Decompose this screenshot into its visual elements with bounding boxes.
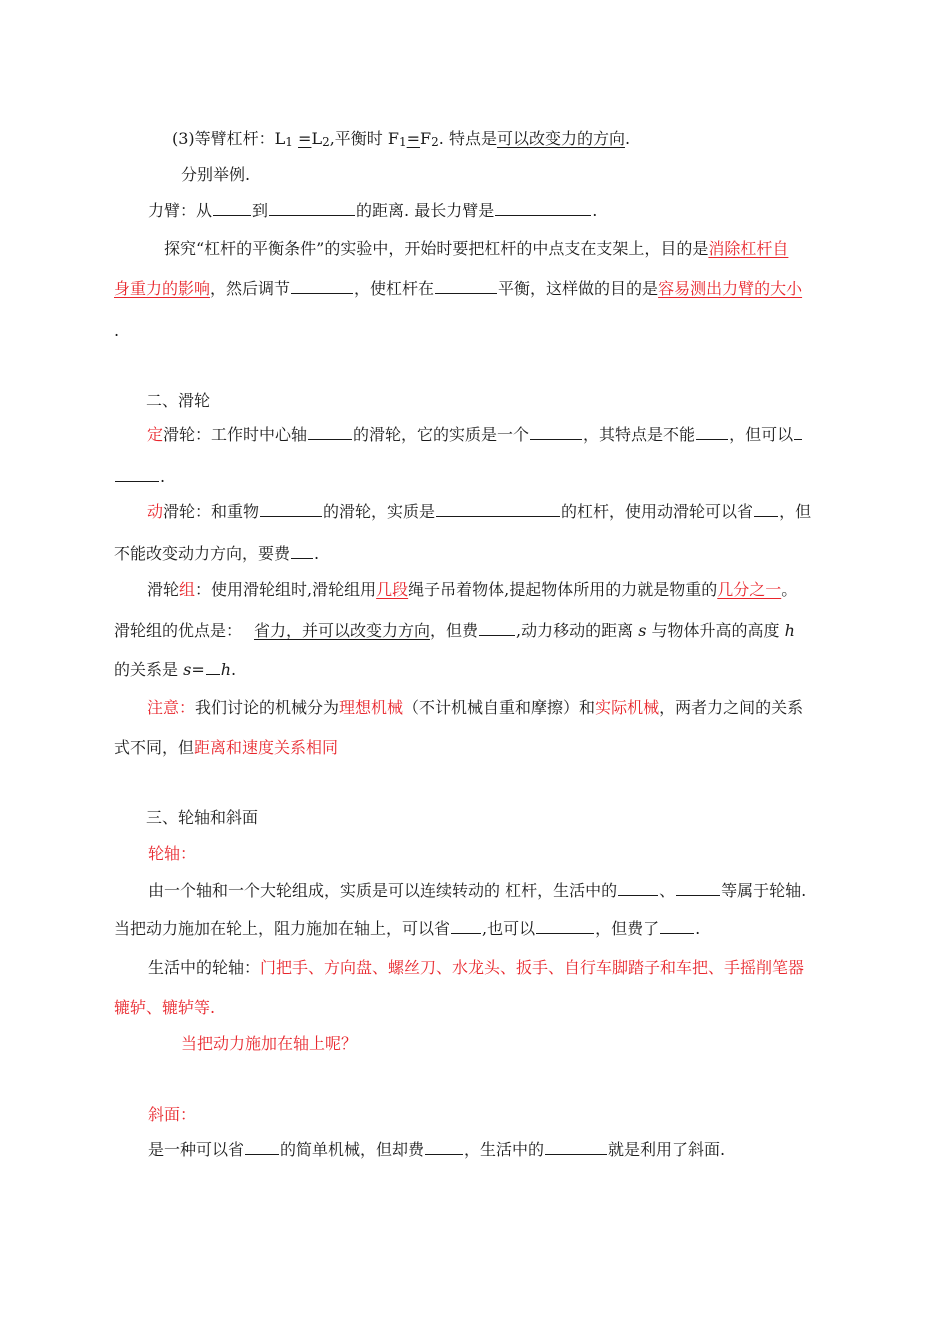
blank[interactable]	[115, 467, 159, 482]
movable-keyword: 动	[147, 502, 164, 521]
blank[interactable]	[451, 919, 481, 934]
blank[interactable]	[269, 201, 355, 216]
fixed-pulley-line	[147, 424, 803, 446]
explore-answer-1: 消除杠杆自	[708, 239, 789, 258]
blank[interactable]	[794, 425, 802, 440]
wheel-axle-text: 由一个轴和一个大轮组成，实质是可以连续转动的 杠杆，生活中的	[148, 881, 618, 900]
note-keyword: 理想机械	[339, 698, 404, 717]
blank[interactable]	[213, 201, 251, 216]
blank[interactable]	[618, 881, 658, 896]
wheel-axle-life-line-1	[148, 957, 804, 979]
advantage-text: 与物体升高的高度	[651, 621, 780, 640]
fixed-text: ，其特点是不能	[583, 425, 696, 444]
f-letter: F	[420, 129, 432, 148]
equal-arm-prefix: (3)等臂杠杆：L	[172, 129, 286, 148]
block-text: ：使用滑轮组时,滑轮组用	[195, 580, 377, 599]
explore-line-2	[114, 278, 802, 300]
equal-arm-lever-line	[172, 128, 630, 153]
l-letter: L	[311, 129, 323, 148]
blank[interactable]	[660, 919, 694, 934]
note-keyword: 距离和速度关系相同	[194, 738, 339, 757]
wheel-axle-line-2	[114, 918, 700, 940]
block-text: 绳子吊着物体,提起物体所用的力就是物重的	[408, 580, 718, 599]
relation-text: 的关系是	[114, 660, 179, 679]
incline-title: 斜面：	[148, 1105, 197, 1124]
blank[interactable]	[291, 544, 313, 559]
blank[interactable]	[696, 425, 728, 440]
pulley-block-advantage-line	[114, 620, 795, 642]
advantage-text: 滑轮组的优点是：	[114, 621, 243, 640]
blank[interactable]	[245, 1140, 279, 1155]
feature-prefix: . 特点是	[438, 129, 497, 148]
arm-text-1: 力臂：从	[148, 201, 213, 220]
explore-text: 探究“杠杆的平衡条件”的实验中，开始时要把杠杆的中点支在支架上，目的是	[164, 239, 709, 258]
explore-answer-1-cont: 身重力的影响	[114, 279, 211, 298]
pulley-relation-line	[114, 659, 236, 681]
explore-text: ，使杠杆在	[354, 279, 435, 298]
blank[interactable]	[530, 425, 582, 440]
blank[interactable]	[545, 1140, 607, 1155]
feature-answer: 可以改变力的方向	[496, 129, 625, 148]
period: .	[624, 129, 631, 148]
explore-answer-2: 容易测出力臂的大小	[658, 279, 803, 298]
fixed-pulley-line-2	[114, 466, 165, 488]
note-line-2	[114, 737, 338, 759]
period: .	[231, 660, 237, 679]
blank[interactable]	[754, 502, 778, 517]
fixed-text: 滑轮：工作时中心轴	[163, 425, 308, 444]
movable-text: ，但	[779, 502, 812, 521]
explore-line-1	[164, 238, 788, 260]
wheel-axle-text: 当把动力施加在轮上，阻力施加在轴上，可以省	[114, 919, 451, 938]
blank[interactable]	[536, 919, 594, 934]
block-answer-2: 几分之一	[717, 580, 782, 599]
fixed-text: ，但可以	[729, 425, 794, 444]
note-text: 式不同，但	[114, 738, 195, 757]
l1-subscript: 1	[285, 135, 293, 149]
note-text: ，两者力之间的关系	[659, 698, 804, 717]
wheel-axle-question: 当把动力施加在轴上呢？	[181, 1034, 358, 1053]
note-keyword: 实际机械	[595, 698, 660, 717]
note-line-1	[147, 697, 803, 719]
h-variable: h	[784, 621, 795, 640]
arm-text-2: 到	[252, 201, 269, 220]
wheel-axle-text: ,也可以	[482, 919, 536, 938]
period: .	[695, 919, 701, 938]
wheel-axle-life-line-2: 辘轳、辘轳等.	[114, 998, 216, 1017]
pulley-block-line	[147, 579, 797, 601]
wheel-axle-text: 、	[659, 881, 676, 900]
movable-text: 不能改变动力方向，要费	[114, 544, 291, 563]
note-text: （不计机械自重和摩擦）和	[403, 698, 596, 717]
block-text: 。	[781, 580, 798, 599]
examples-line: 分别举例.	[181, 165, 251, 184]
explore-text: 平衡，这样做的目的是	[498, 279, 659, 298]
explore-line-3: .	[114, 321, 120, 340]
period: .	[160, 467, 166, 486]
note-text: 我们讨论的机械分为	[195, 698, 340, 717]
block-answer-1: 几段	[376, 580, 409, 599]
equals-sign: =	[406, 129, 421, 148]
blank[interactable]	[436, 502, 560, 517]
s-variable: s	[183, 660, 192, 679]
section-heading-wheel-axle: 三、轮轴和斜面	[146, 808, 259, 827]
movable-pulley-line	[147, 501, 811, 523]
incline-text: 的简单机械，但却费	[280, 1140, 425, 1159]
blank[interactable]	[676, 881, 720, 896]
wheel-axle-line-1	[148, 880, 806, 902]
movable-pulley-line-2	[114, 543, 319, 565]
movable-text: 滑轮：和重物	[163, 502, 260, 521]
arm-text-4: .	[592, 201, 598, 220]
wheel-axle-text: 等属于轮轴.	[721, 881, 807, 900]
life-label: 生活中的轮轴：	[148, 958, 261, 977]
h-variable: h	[220, 660, 232, 679]
blank[interactable]	[260, 502, 322, 517]
equals-sign: =	[191, 660, 205, 679]
period: .	[314, 544, 320, 563]
blank[interactable]	[435, 279, 497, 294]
life-examples: 门把手、方向盘、螺丝刀、水龙头、扳手、自行车脚踏子和车把、手摇削笔器	[260, 958, 805, 977]
fixed-text: 的滑轮，它的实质是一个	[353, 425, 530, 444]
blank[interactable]	[425, 1140, 463, 1155]
incline-line	[148, 1139, 725, 1161]
s-variable: s	[638, 621, 647, 640]
movable-text: 的滑轮，实质是	[323, 502, 436, 521]
l2-subscript: 2	[322, 135, 330, 149]
blank[interactable]	[479, 621, 515, 636]
advantage-text: ,动力移动的距离	[516, 621, 634, 640]
block-keyword: 组	[179, 580, 196, 599]
balance-text: ,平衡时 F	[329, 129, 399, 148]
blank[interactable]	[291, 279, 353, 294]
arm-text-3: 的距离. 最长力臂是	[356, 201, 495, 220]
fixed-keyword: 定	[147, 425, 164, 444]
explore-text: ，然后调节	[210, 279, 291, 298]
incline-text: ，生活中的	[464, 1140, 545, 1159]
wheel-axle-text: ，但费了	[595, 919, 660, 938]
incline-text: 是一种可以省	[148, 1140, 245, 1159]
equals-sign: =	[298, 129, 312, 148]
advantage-answer: 省力，并可以改变力方向	[254, 621, 431, 640]
note-label: 注意：	[147, 698, 196, 717]
movable-text: 的杠杆，使用动滑轮可以省	[561, 502, 754, 521]
wheel-axle-title: 轮轴：	[148, 844, 197, 863]
blank[interactable]	[206, 660, 220, 675]
advantage-text: ，但费	[430, 621, 479, 640]
blank[interactable]	[495, 201, 591, 216]
f1-subscript: 1	[398, 135, 407, 149]
f2-subscript: 2	[431, 135, 439, 149]
incline-text: 就是利用了斜面.	[608, 1140, 726, 1159]
section-heading-pulley: 二、滑轮	[146, 391, 211, 410]
block-text: 滑轮	[147, 580, 180, 599]
blank[interactable]	[308, 425, 352, 440]
lever-arm-line	[148, 200, 597, 222]
